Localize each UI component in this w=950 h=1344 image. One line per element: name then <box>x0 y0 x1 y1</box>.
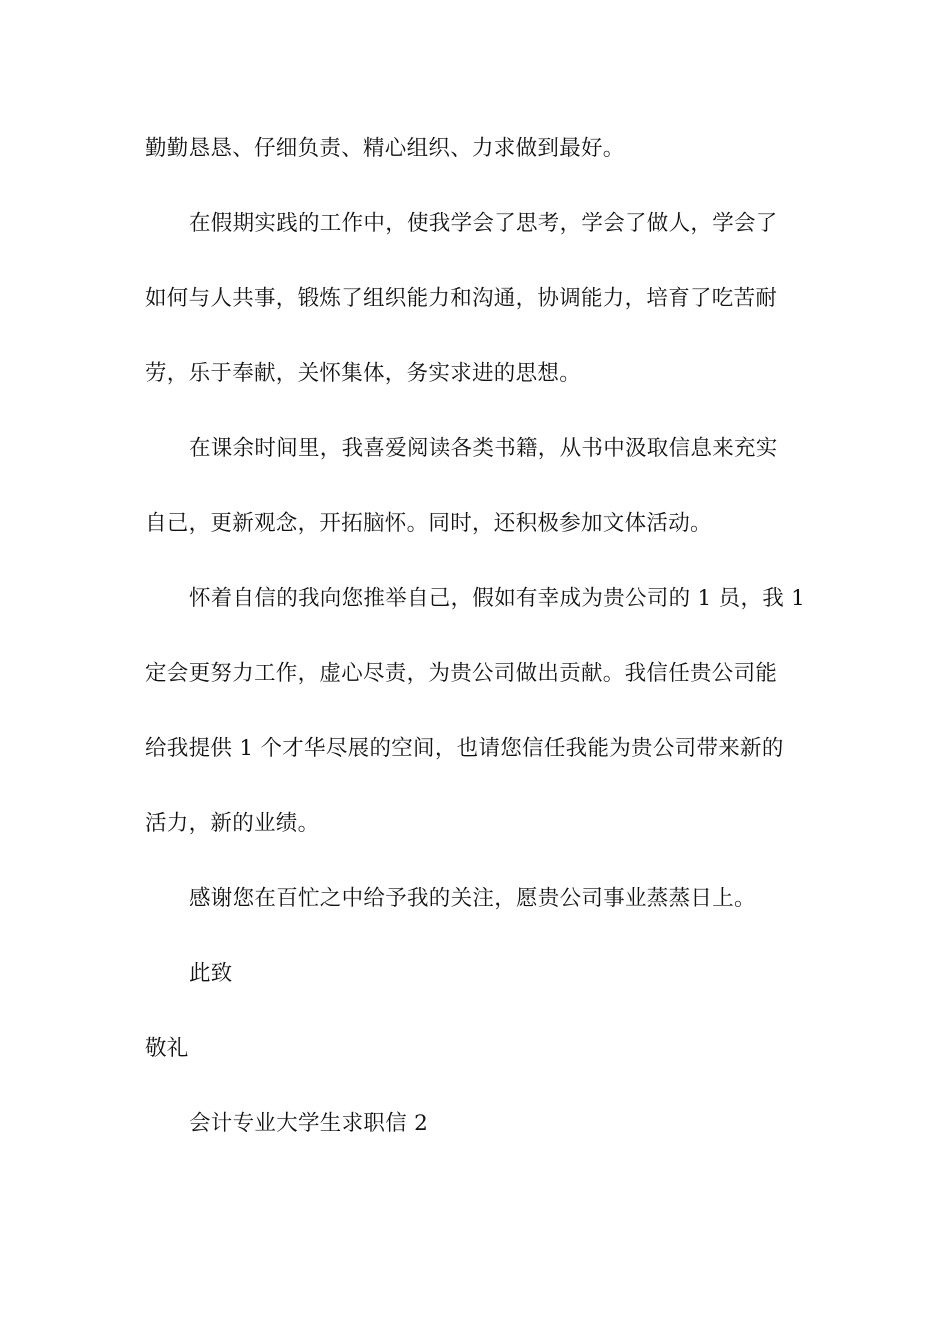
paragraph-line: 在假期实践的工作中，使我学会了思考，学会了做人，学会了 <box>189 211 778 236</box>
closing-line: 感谢您在百忙之中给予我的关注，愿贵公司事业蒸蒸日上。 <box>189 886 756 911</box>
salutation-line: 此致 <box>189 961 233 986</box>
paragraph-line: 活力，新的业绩。 <box>145 811 320 836</box>
paragraph-line: 如何与人共事，锻炼了组织能力和沟通，协调能力，培育了吃苦耐 <box>145 286 778 311</box>
paragraph-line: 自己，更新观念，开拓脑怀。同时，还积极参加文体活动。 <box>145 511 712 536</box>
salutation-line: 敬礼 <box>145 1036 189 1061</box>
paragraph-line: 在课余时间里，我喜爱阅读各类书籍，从书中汲取信息来充实 <box>189 436 778 461</box>
paragraph-line: 给我提供 1 个才华尽展的空间，也请您信任我能为贵公司带来新的 <box>145 736 784 761</box>
paragraph-line: 劳，乐于奉献，关怀集体，务实求进的思想。 <box>145 361 582 386</box>
paragraph-line: 勤勤恳恳、仔细负责、精心组织、力求做到最好。 <box>145 136 625 161</box>
paragraph-line: 定会更努力工作，虚心尽责，为贵公司做出贡献。我信任贵公司能 <box>145 661 778 686</box>
section-heading: 会计专业大学生求职信 2 <box>189 1111 429 1136</box>
paragraph-line: 怀着自信的我向您推举自己，假如有幸成为贵公司的 1 员，我 1 <box>189 586 806 611</box>
